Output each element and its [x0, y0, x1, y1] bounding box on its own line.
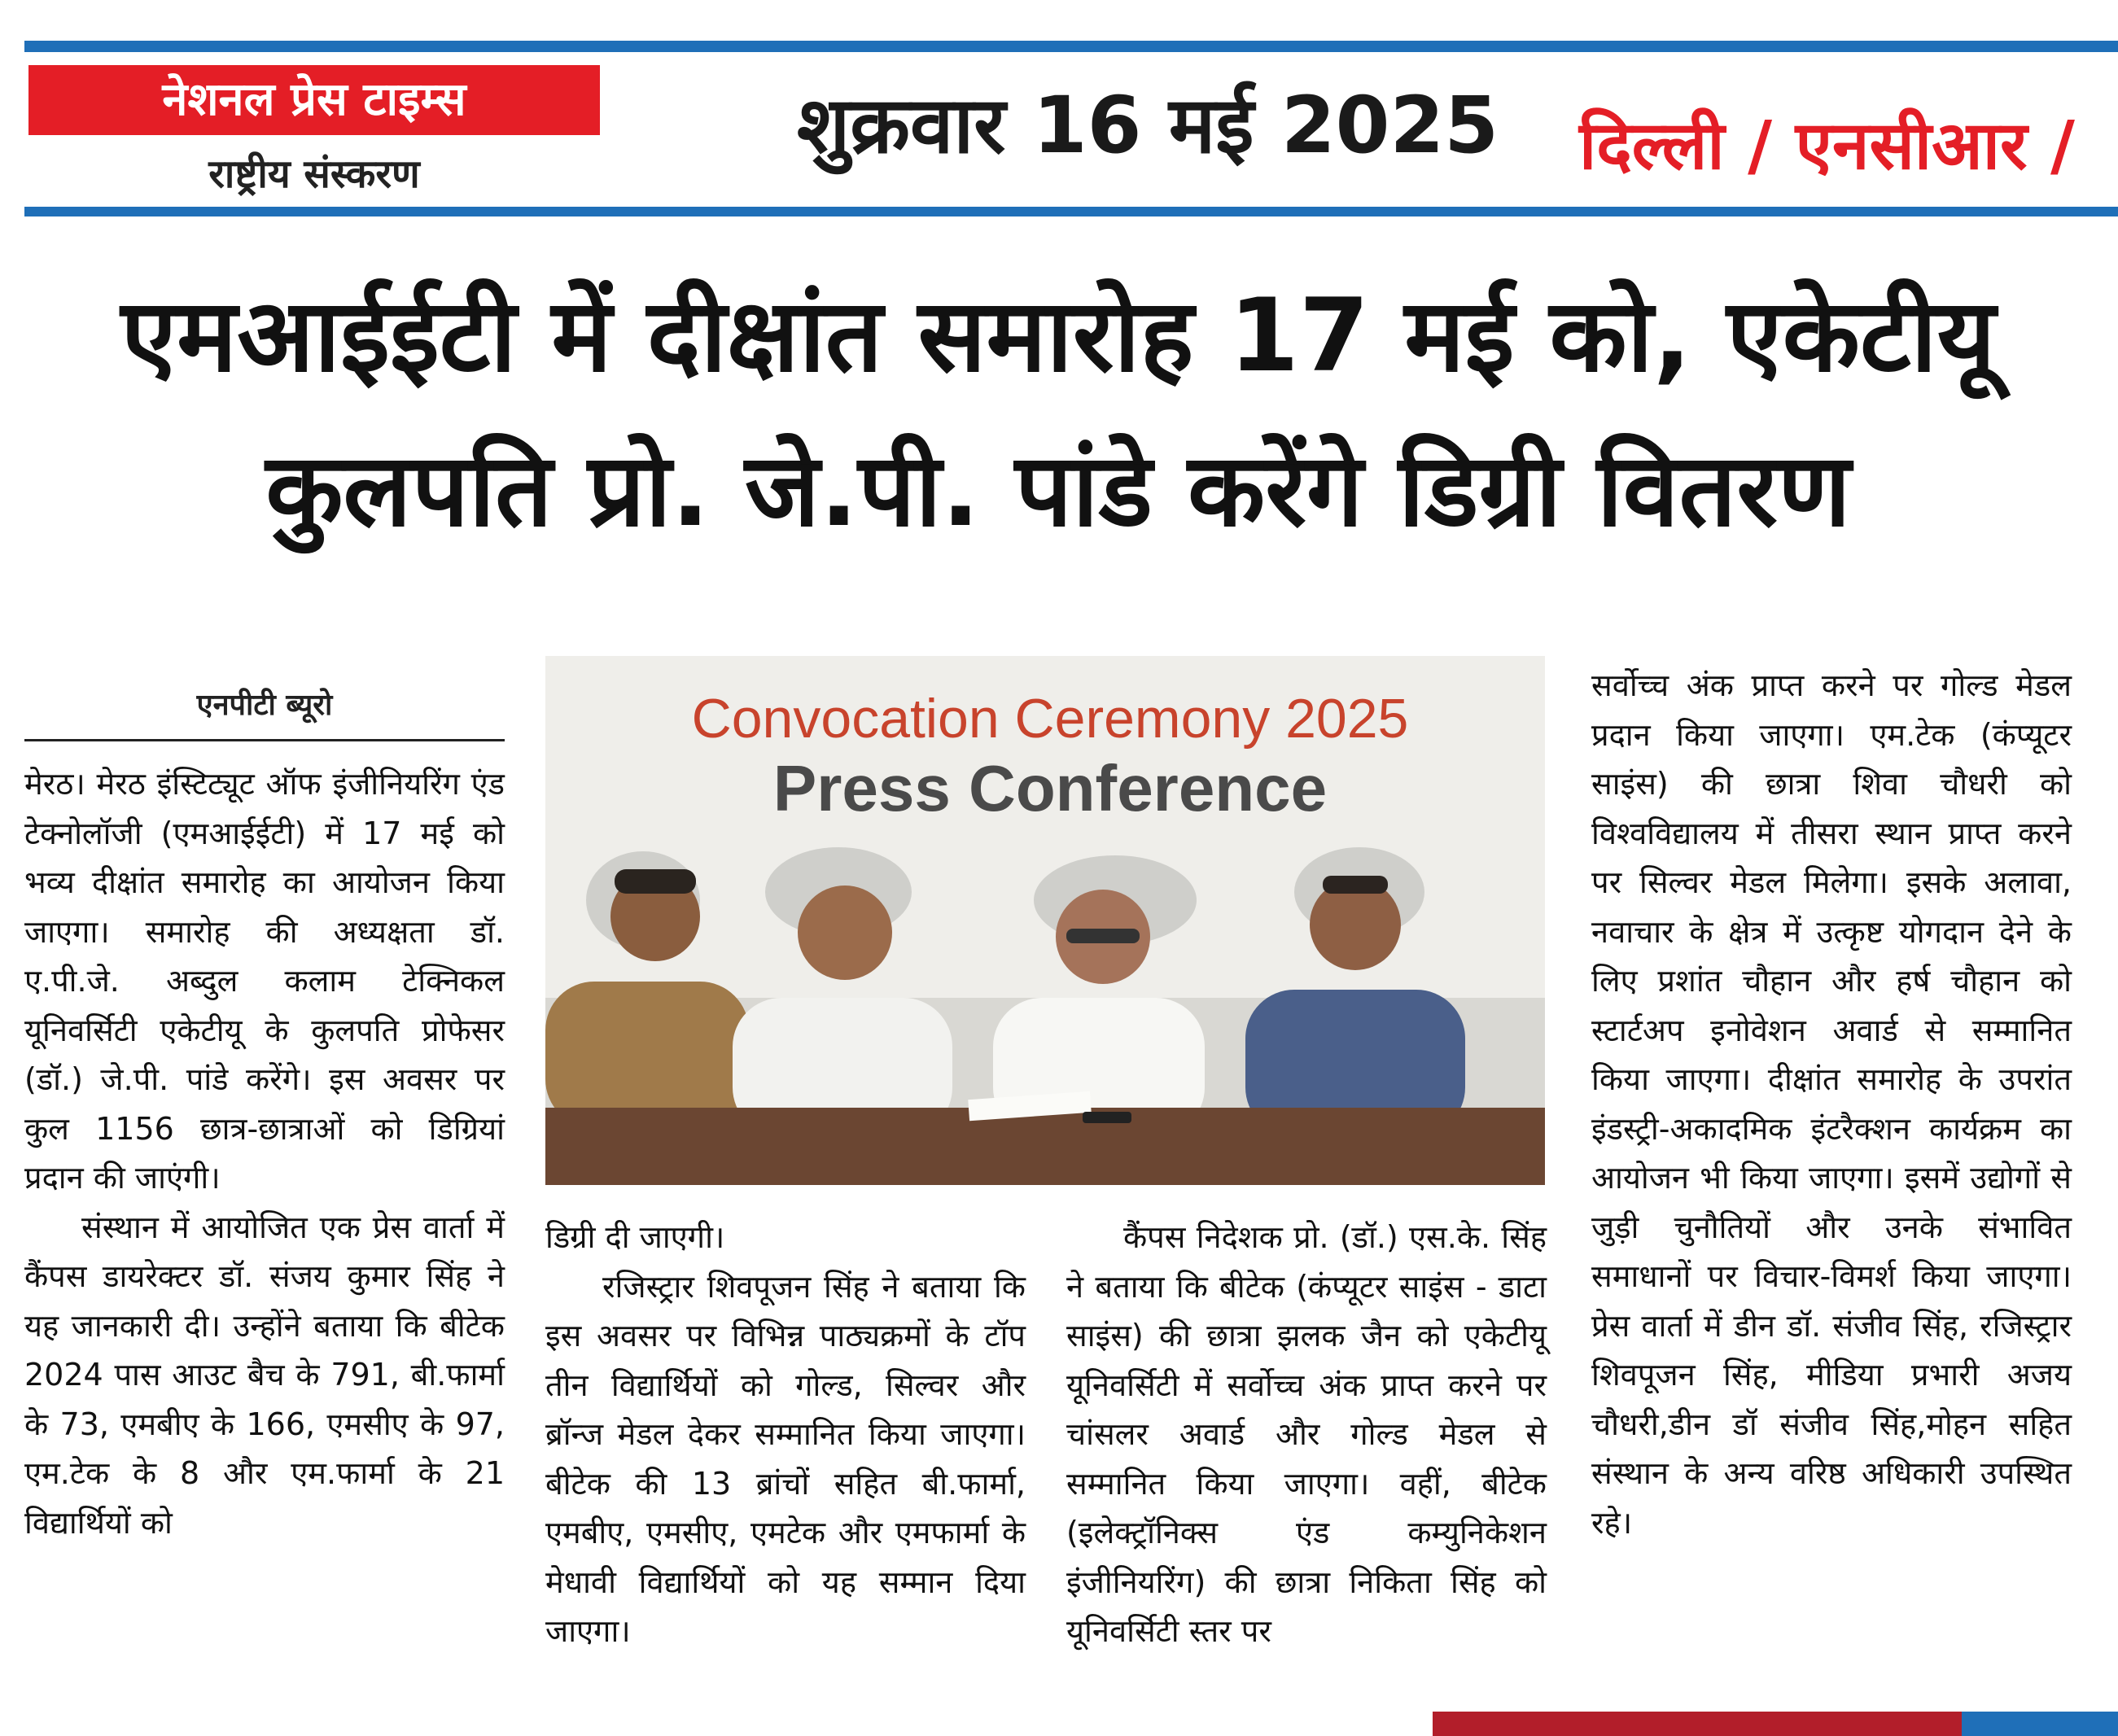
press-conference-photo — [545, 656, 1545, 1185]
paragraph: संस्थान में आयोजित एक प्रेस वार्ता में कैंपस डायरेक्टर डॉ. संजय कुमार सिंह ने यह जानकारी दी। उन्होंने बताया कि बीटेक 2024 पास आउट बैच के 791, बी.फार्मा के 73, एमबीए के 166, एमसीए के 97, एम.टेक के 8 और एम.फार्मा के 21 विद्यार्थियों को — [24, 1209, 505, 1541]
paragraph: डिग्री दी जाएगी। — [545, 1219, 725, 1255]
city-section: दिल्ली / एनसीआर / — [1579, 107, 2076, 185]
edition-label: राष्ट्रीय संस्करण — [208, 151, 420, 197]
masthead-bottom-rule — [24, 207, 2118, 216]
paragraph: कैंपस निदेशक प्रो. (डॉ.) एस.के. सिंह ने बताया कि बीटेक (कंप्यूटर साइंस - डाटा साइंस) की छात्रा झलक जैन को एकेटीयू यूनिवर्सिटी में सर्वोच्च अंक प्राप्त करने पर चांसलर अवार्ड और गोल्ड मेडल से सम्मानित किया जाएगा। वहीं, बीटेक (इलेक्ट्रॉनिक्स एंड कम्युनिकेशन इंजीनियरिंग) की छात्रा निकिता सिंह को यूनिवर्सिटी स्तर पर — [1066, 1219, 1547, 1649]
banner-subtitle: Press Conference — [772, 752, 1328, 824]
newspaper-name: नेशनल प्रेस टाइम्स — [28, 65, 600, 135]
article-column-1 — [24, 759, 505, 1687]
next-article-strip-accent — [1962, 1712, 2118, 1736]
article-column-4 — [1591, 661, 2072, 1690]
paragraph: मेरठ। मेरठ इंस्टिट्यूट ऑफ इंजीनियरिंग एंड टेक्नोलॉजी (एमआईईटी) में 17 मई को भव्य दीक्षांत समारोह का आयोजन किया जाएगा। समारोह की अध्यक्षता डॉ. ए.पी.जे. अब्दुल कलाम टेक्निकल यूनिवर्सिटी एकेटीयू के कुलपति प्रोफेसर (डॉ.) जे.पी. पांडे करेंगे। इस अवसर पर कुल 1156 छात्र-छात्राओं को डिग्रियां प्रदान की जाएंगी। — [24, 766, 505, 1196]
byline: एनपीटी ब्यूरो — [196, 689, 333, 722]
byline-divider — [24, 739, 505, 741]
headline-line-1: एमआईईटी में दीक्षांत समारोह 17 मई को, एकेटीयू — [120, 278, 1996, 395]
banner-title: Convocation Ceremony 2025 — [691, 688, 1409, 750]
article-headline — [24, 259, 2092, 568]
headline-line-2: कुलपति प्रो. जे.पी. पांडे करेंगे डिग्री वितरण — [265, 432, 1851, 549]
masthead-top-rule — [24, 41, 2118, 52]
article-column-2 — [545, 1213, 1026, 1685]
paragraph: रजिस्ट्रार शिवपूजन सिंह ने बताया कि इस अवसर पर विभिन्न पाठ्यक्रमों के टॉप तीन विद्यार्थियों को गोल्ड, सिल्वर और ब्रॉन्ज मेडल देकर सम्मानित किया जाएगा। बीटेक की 13 ब्रांचों सहित बी.फार्मा, एमबीए, एमसीए, एमटेक और एमफार्मा के मेधावी विद्यार्थियों को यह सम्मान दिया जाएगा। — [545, 1268, 1026, 1649]
paragraph: सर्वोच्च अंक प्राप्त करने पर गोल्ड मेडल प्रदान किया जाएगा। एम.टेक (कंप्यूटर साइंस) की छात्रा शिवा चौधरी को विश्वविद्यालय में तीसरा स्थान प्राप्त करने पर सिल्वर मेडल मिलेगा। इसके अलावा, नवाचार के क्षेत्र में उत्कृष्ट योगदान देने के लिए प्रशांत चौहान और हर्ष चौहान को स्टार्टअप इनोवेशन अवार्ड से सम्मानित किया जाएगा। दीक्षांत समारोह के उपरांत इंडस्ट्री-अकादमिक इंटरैक्शन कार्यक्रम का आयोजन भी किया जाएगा। इसमें उद्योगों से जुड़ी चुनौतियों और उनके संभावित समाधानों पर विचार-विमर्श किया जाएगा। प्रेस वार्ता में डीन डॉ. संजीव सिंह, रजिस्ट्रार शिवपूजन सिंह, मीडिया प्रभारी अजय चौधरी,डीन डॉ संजीव सिंह,मोहन सहित संस्थान के अन्य वरिष्ठ अधिकारी उपस्थित रहे। — [1591, 667, 2072, 1541]
issue-date: शुक्रवार 16 मई 2025 — [796, 80, 1499, 171]
photo-illustration — [545, 656, 1545, 1185]
article-column-3 — [1066, 1213, 1547, 1685]
